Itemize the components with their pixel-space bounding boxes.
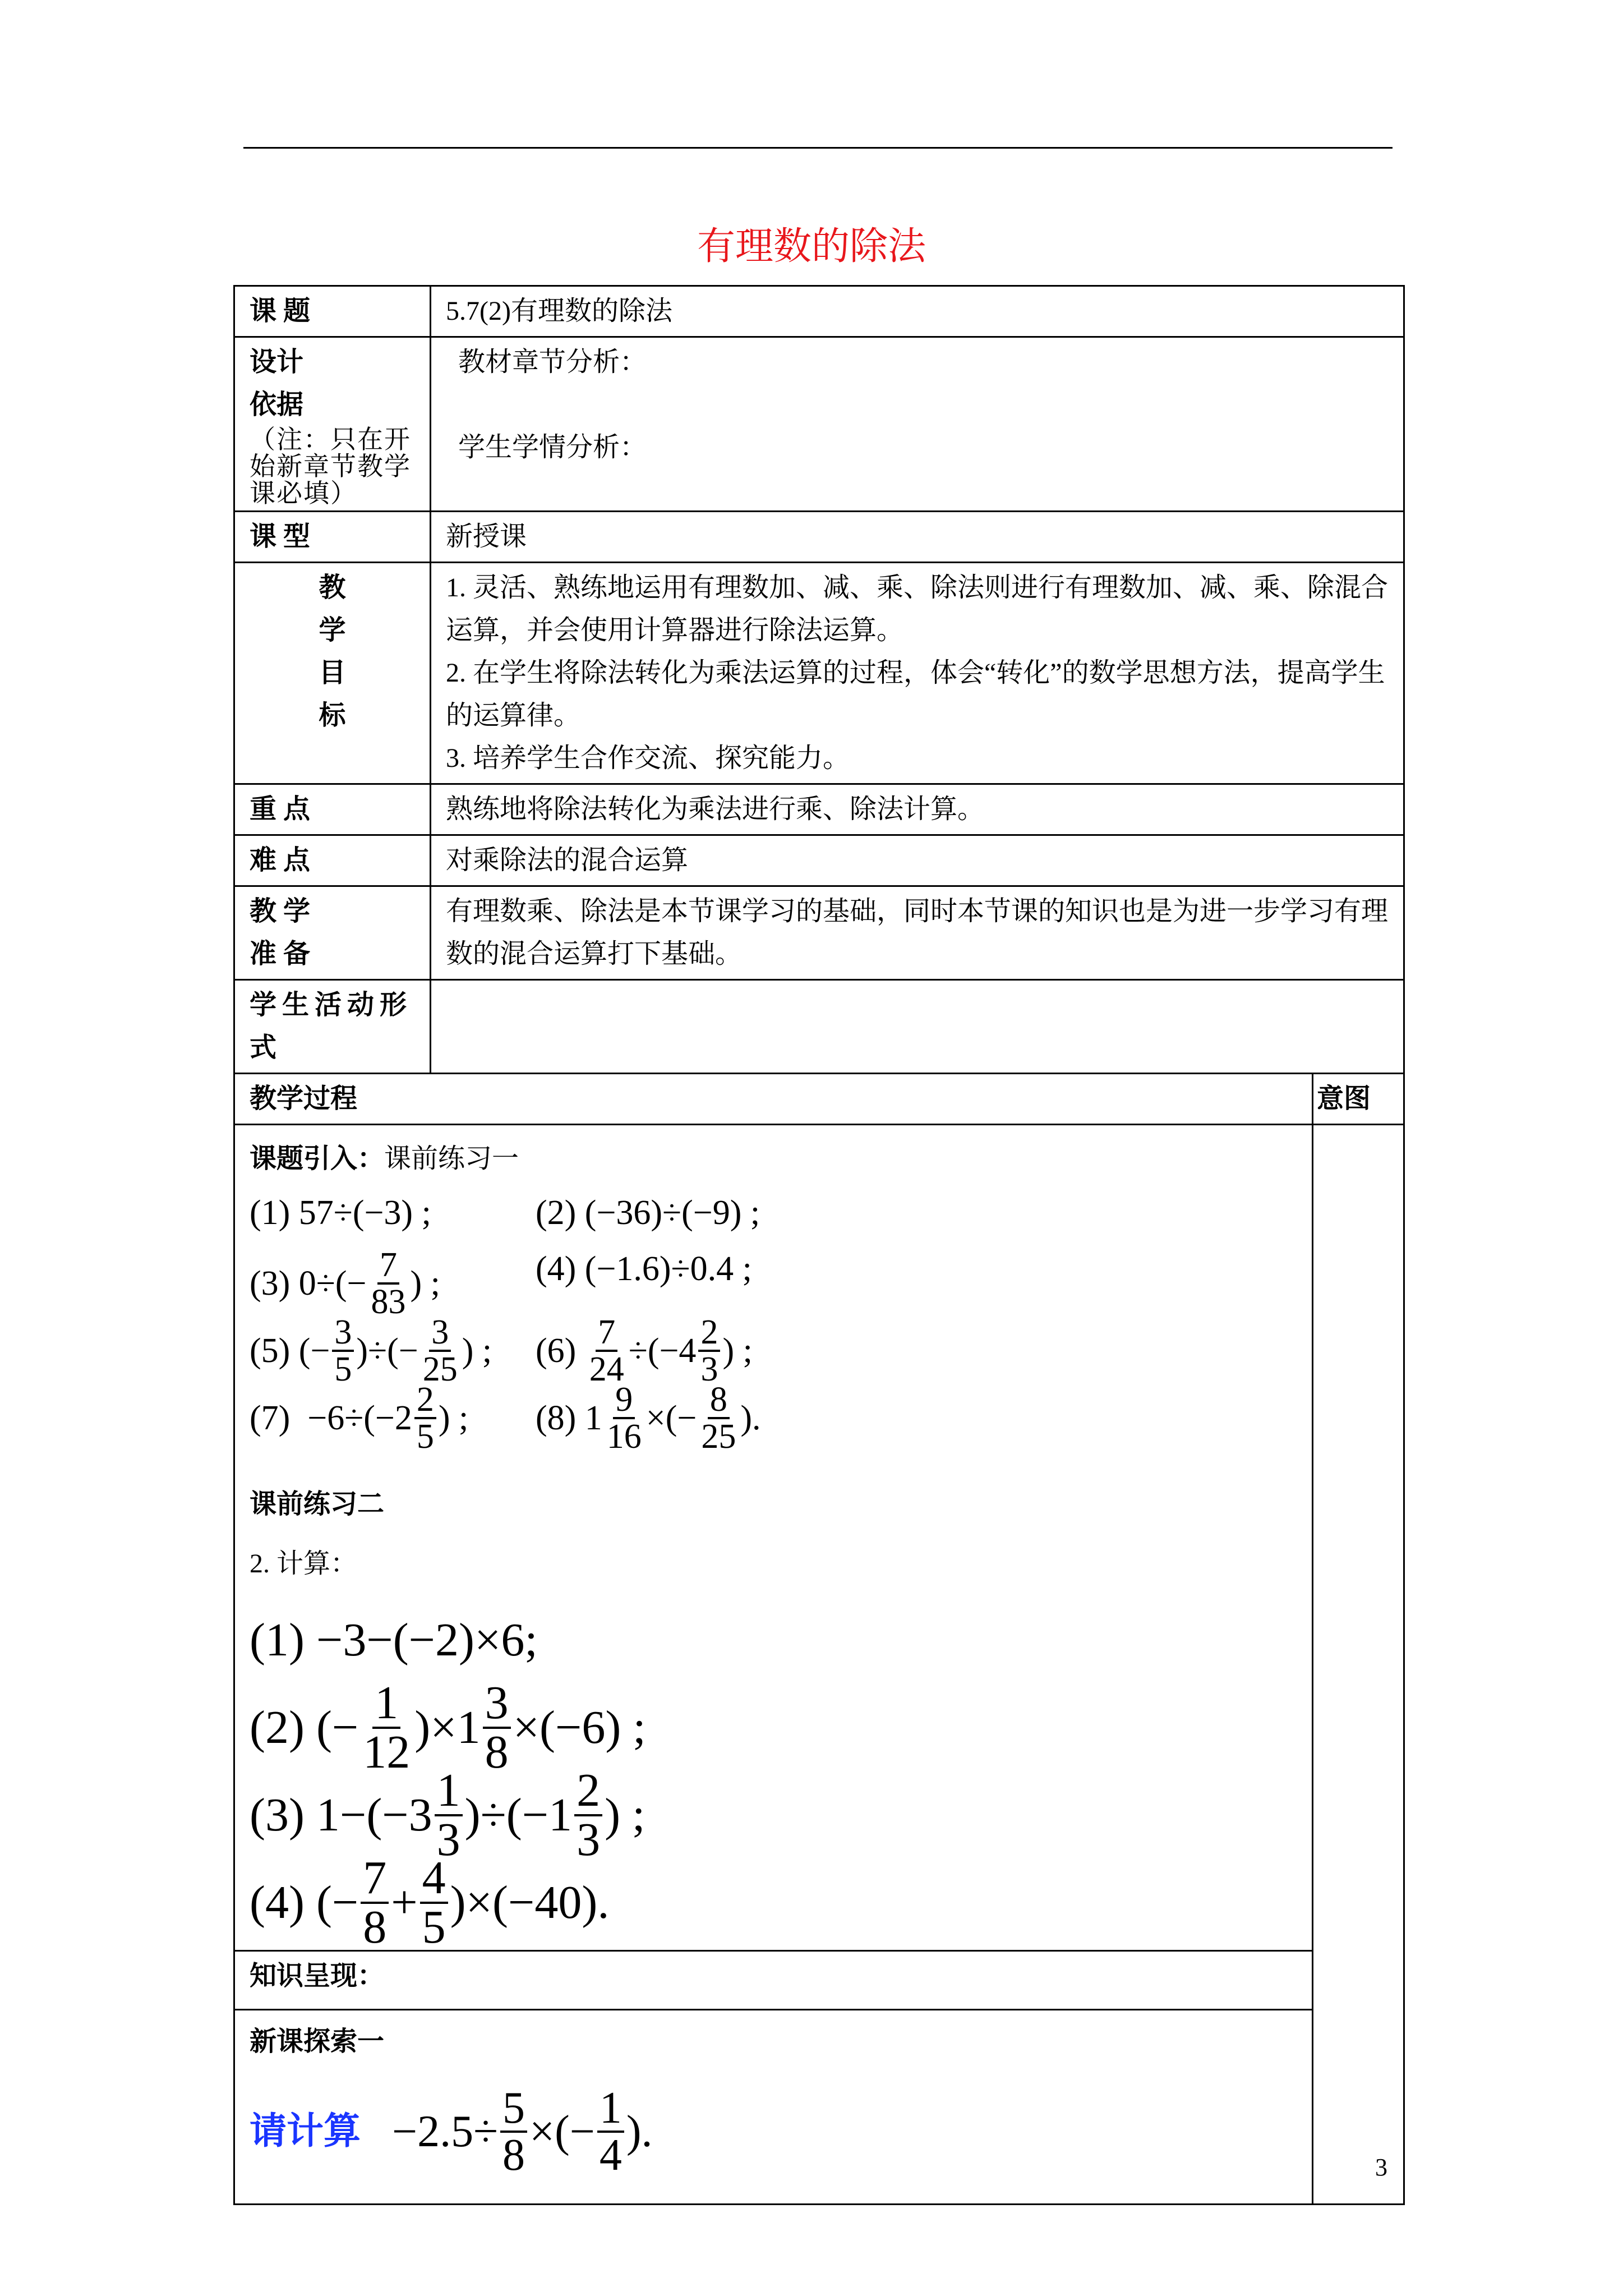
- goals-label-char: 目: [319, 658, 346, 688]
- fraction: [361, 1852, 389, 1953]
- basis-value-1: 教材章节分析：: [458, 347, 647, 377]
- exercise-item: [250, 1852, 1297, 1953]
- math-text: (7) −6÷(−2: [250, 1399, 412, 1437]
- explore-title: 新课探索一: [250, 2027, 385, 2056]
- fraction: [420, 1852, 448, 1953]
- numerator: 4: [420, 1855, 448, 1904]
- prep-label-2: 准 备: [250, 939, 311, 969]
- math-text: (6): [536, 1332, 585, 1370]
- fraction: [435, 1764, 463, 1866]
- type-value: 新授课: [431, 512, 1404, 563]
- activity-value: [431, 980, 1404, 1074]
- fraction: [699, 1382, 738, 1454]
- intro-bold: 课题引入：: [250, 1144, 385, 1174]
- row-topic: [234, 286, 1404, 337]
- goals-label: [234, 563, 431, 784]
- math-text: +: [391, 1876, 418, 1929]
- exercise-item: [250, 1248, 440, 1319]
- exercise-item: [250, 1764, 1297, 1866]
- math-text: )×(−40).: [450, 1876, 610, 1929]
- math-text: )÷(−: [356, 1332, 418, 1370]
- math-text: (1) −3−(−2)×6;: [250, 1614, 538, 1666]
- explore-cell: [234, 2010, 1313, 2205]
- exercise-1: [250, 1180, 1297, 1483]
- denominator: 16: [606, 1418, 642, 1456]
- basis-label-2: 依据: [250, 390, 304, 420]
- intro-text: 课前练习一: [384, 1144, 519, 1174]
- denominator: 24: [589, 1350, 624, 1388]
- explore-prompt: 请计算: [250, 2111, 361, 2152]
- fraction: [332, 1315, 354, 1387]
- prep-label-1: 教 学: [250, 896, 311, 926]
- denominator: 4: [599, 2131, 622, 2180]
- difficulty-value: 对乘除法的混合运算: [431, 835, 1404, 886]
- row-difficulty: [234, 835, 1404, 886]
- row-key: [234, 784, 1404, 835]
- fraction: [574, 1764, 602, 1866]
- math-text: (4) (−1.6)÷0.4 ;: [536, 1250, 752, 1288]
- denominator: 8: [502, 2131, 525, 2180]
- math-text: (4) (−: [250, 1876, 359, 1929]
- denominator: 25: [701, 1418, 736, 1456]
- row-goals: [234, 563, 1404, 784]
- activity-label: 学生活动形式: [234, 980, 431, 1074]
- exercise-item: [250, 1315, 492, 1387]
- exercise-item: [250, 1596, 1297, 1684]
- math-text: (3) 1−(−3: [250, 1789, 432, 1841]
- fraction: [361, 1677, 412, 1778]
- exercise-item: [536, 1382, 761, 1454]
- numerator: 1: [435, 1767, 463, 1816]
- numerator: 9: [613, 1382, 635, 1419]
- intro-heading: [250, 1138, 1297, 1180]
- key-label: 重 点: [234, 784, 431, 835]
- prep-label: [234, 886, 431, 980]
- denominator: 25: [422, 1350, 458, 1388]
- denominator: 12: [363, 1726, 411, 1778]
- fraction: [605, 1382, 644, 1454]
- topic-label: 课 题: [234, 286, 431, 337]
- basis-value-cell: [431, 337, 1404, 512]
- goal-item: 2. 在学生将除法转化为乘法运算的过程，体会“转化”的数学思想方法，提高学生的运算律。: [446, 658, 1385, 730]
- intro-cell: [234, 1125, 1313, 1951]
- math-text: ) ;: [722, 1332, 753, 1370]
- goals-label-char: 教: [319, 573, 346, 602]
- fraction: [597, 2083, 624, 2180]
- fraction: [483, 1677, 511, 1778]
- math-text: ) ;: [605, 1789, 645, 1841]
- exercise2-sub: 2. 计算：: [250, 1549, 358, 1579]
- numerator: 2: [574, 1767, 602, 1816]
- numerator: 3: [332, 1315, 354, 1352]
- denominator: 8: [485, 1726, 509, 1778]
- math-text: ) ;: [410, 1264, 440, 1303]
- basis-label-1: 设计: [250, 347, 304, 377]
- row-activity: [234, 980, 1404, 1074]
- basis-value-2: 学生学情分析：: [458, 432, 647, 462]
- goals-value: [431, 563, 1404, 784]
- denominator: 3: [577, 1814, 601, 1866]
- numerator: 3: [483, 1680, 511, 1729]
- row-type: [234, 512, 1404, 563]
- math-text: ÷(−4: [628, 1332, 697, 1370]
- exercise-item: [250, 1677, 1297, 1778]
- math-text: ×(−6) ;: [513, 1701, 646, 1754]
- math-text: ) ;: [462, 1332, 492, 1370]
- topic-value: 5.7(2)有理数的除法: [431, 286, 1404, 337]
- page-title: 有理数的除法: [697, 225, 926, 268]
- denominator: 8: [363, 1901, 387, 1953]
- numerator: 3: [429, 1315, 451, 1352]
- row-prep: [234, 886, 1404, 980]
- math-text: ×(−: [529, 2107, 595, 2156]
- math-text: ×(−: [645, 1399, 697, 1437]
- math-text: −2.5÷: [381, 2107, 499, 2156]
- numerator: 8: [708, 1382, 730, 1419]
- math-text: ) ;: [438, 1399, 469, 1437]
- denominator: 5: [422, 1901, 446, 1953]
- exercise-item: [250, 1382, 468, 1454]
- math-text: (3) 0÷(−: [250, 1264, 367, 1303]
- math-text: )÷(−1: [464, 1789, 573, 1841]
- goals-label-char: 学: [319, 615, 346, 645]
- fraction: [421, 1315, 460, 1387]
- numerator: 2: [414, 1382, 436, 1419]
- exercise-item: [536, 1191, 760, 1234]
- row-basis: [234, 337, 1404, 512]
- numerator: 1: [372, 1680, 400, 1729]
- denominator: 3: [700, 1350, 718, 1388]
- math-text: (1) 57÷(−3) ;: [250, 1194, 431, 1232]
- math-text: ).: [626, 2107, 653, 2156]
- fraction: [414, 1382, 436, 1454]
- exercise-item: [250, 1191, 431, 1234]
- intent-cell: [1313, 1125, 1404, 2205]
- fraction: [587, 1315, 626, 1387]
- row-process-header: [234, 1074, 1404, 1125]
- header-rule: [243, 147, 1393, 149]
- numerator: 1: [597, 2086, 624, 2133]
- math-text: (5) (−: [250, 1332, 330, 1370]
- goal-item: 1. 灵活、熟练地运用有理数加、减、乘、除法则进行有理数加、减、乘、除混合运算，并会使用计算器进行除法运算。: [446, 573, 1389, 645]
- fraction: [698, 1315, 720, 1387]
- key-value: 熟练地将除法转化为乘法进行乘、除法计算。: [431, 784, 1404, 835]
- math-text: (8) 1: [536, 1399, 602, 1437]
- type-label: 课 型: [234, 512, 431, 563]
- exercise-2: [250, 1596, 1297, 1953]
- numerator: 5: [500, 2086, 527, 2133]
- row-explore: [234, 2010, 1404, 2205]
- denominator: 83: [371, 1283, 406, 1321]
- row-intro: [234, 1125, 1404, 1951]
- numerator: 7: [596, 1315, 617, 1352]
- fraction: [368, 1248, 408, 1319]
- exercise-item: [536, 1315, 753, 1387]
- page-number: 3: [1375, 2154, 1387, 2181]
- goals-label-char: 标: [319, 701, 346, 730]
- lesson-plan-table: [233, 285, 1405, 2205]
- exercise2-title: 课前练习二: [250, 1489, 385, 1519]
- numerator: 2: [698, 1315, 720, 1352]
- math-text: (2) (−: [250, 1701, 359, 1754]
- math-text: (2) (−36)÷(−9) ;: [536, 1194, 760, 1232]
- goal-item: 3. 培养学生合作交流、探究能力。: [446, 743, 850, 773]
- knowledge-label: 知识呈现：: [234, 1951, 1313, 2010]
- explore-expression: [250, 2083, 1297, 2180]
- denominator: 5: [416, 1418, 434, 1456]
- intent-header: 意图: [1313, 1074, 1404, 1125]
- denominator: 3: [436, 1814, 460, 1866]
- basis-note: （注：只在开始新章节教学课必填）: [250, 425, 411, 508]
- exercise-item: [536, 1248, 752, 1290]
- row-knowledge: [234, 1951, 1404, 2010]
- process-header: 教学过程: [234, 1074, 1313, 1125]
- basis-label-cell: [234, 337, 431, 512]
- denominator: 5: [334, 1350, 352, 1388]
- fraction: [500, 2083, 527, 2180]
- difficulty-label: 难 点: [234, 835, 431, 886]
- numerator: 7: [361, 1855, 389, 1904]
- math-text: )×1: [414, 1701, 481, 1754]
- math-text: ).: [740, 1399, 761, 1437]
- numerator: 7: [377, 1248, 399, 1285]
- prep-value: 有理数乘、除法是本节课学习的基础，同时本节课的知识也是为进一步学习有理数的混合运算打下基础。: [431, 886, 1404, 980]
